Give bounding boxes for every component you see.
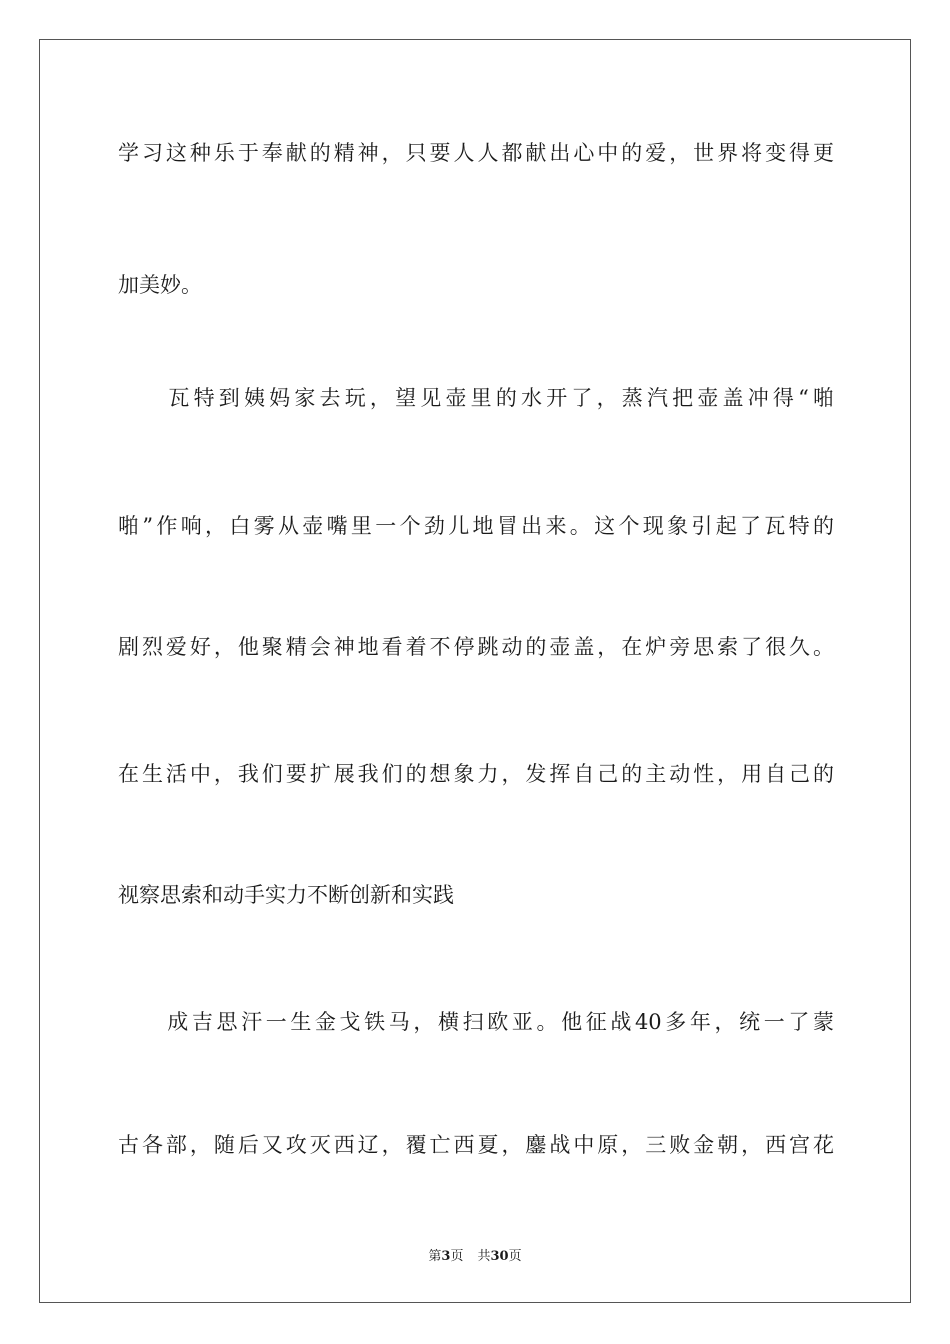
total-prefix: 共 (477, 1249, 491, 1264)
page-number: 3 (441, 1249, 451, 1264)
total-suffix: 页 (508, 1249, 522, 1264)
text-line-5: 剧烈爱好，他聚精会神地看着不停跳动的壶盖，在炉旁思索了很久。 (118, 635, 834, 659)
text-line-1: 学习这种乐于奉献的精神，只要人人都献出心中的爱，世界将变得更 (118, 141, 834, 165)
total-pages: 30 (490, 1249, 509, 1264)
page-suffix: 页 (450, 1249, 464, 1264)
text-line-2: 加美妙。 (118, 273, 202, 297)
text-line-9: 古各部，随后又攻灭西辽，覆亡西夏，鏖战中原，三败金朝，西宫花 (118, 1133, 834, 1157)
document-page (39, 39, 911, 1303)
text-line-3: 瓦特到姨妈家去玩，望见壶里的水开了，蒸汽把壶盖冲得“啪 (118, 386, 834, 410)
text-line-7: 视察思索和动手实力不断创新和实践 (118, 883, 454, 907)
page-prefix: 第 (428, 1249, 442, 1264)
page-footer (40, 1248, 910, 1266)
text-line-8: 成吉思汗一生金戈铁马，横扫欧亚。他征战40多年，统一了蒙 (118, 1010, 834, 1034)
text-line-6: 在生活中，我们要扩展我们的想象力，发挥自己的主动性，用自己的 (118, 762, 834, 786)
text-line-4: 啪”作响，白雾从壶嘴里一个劲儿地冒出来。这个现象引起了瓦特的 (118, 514, 834, 538)
